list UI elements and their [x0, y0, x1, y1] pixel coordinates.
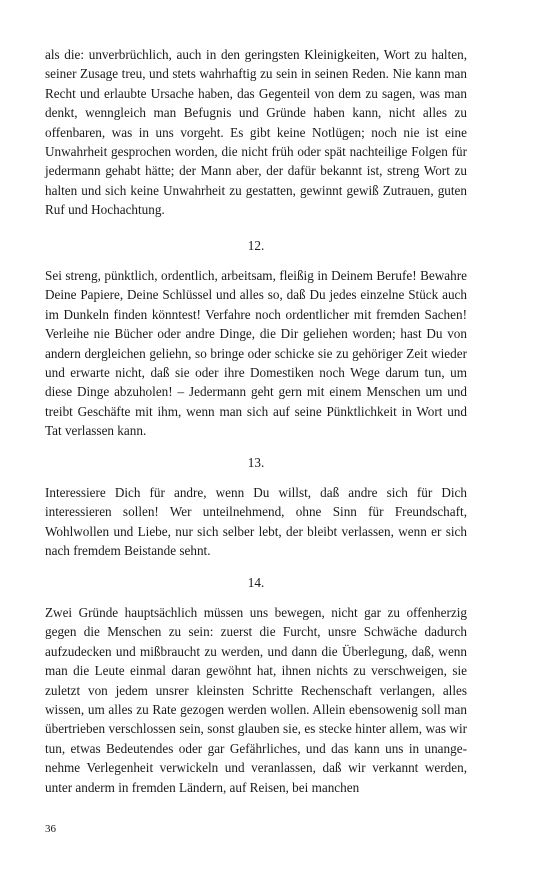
section-heading-12: 12. [247, 238, 265, 253]
paragraph-14: Zwei Gründe hauptsächlich müssen uns bewegen, nicht gar zu offenherzig gegen die Menschen zu sein: zuerst die Furcht, unsre Schwäche dadurch aufzudecken und mißbraucht zu werden, und dann die Überlegung, daß, wenn man die Leute einmal daran gewöhnt hat, ihnen nichts zu verschweigen, sie zuletzt von jedem unsrer kleinsten Schritte Rechenschaft verlangen, alles wissen, um alles zu Rate gezogen werden wollen. Allein ebensowenig soll man übertrieben verschlossen sein, sonst glauben sie, es stecke hinter allem, was wir tun, etwas Bedeutendes oder gar Gefährliches, und das kann uns in unangenehme Verlegenheit verwickeln und veranlassen, daß wir verkannt werden, unter anderm in fremden Ländern, auf Reisen, bei manchen [45, 605, 467, 795]
paragraph-12: Sei streng, pünktlich, ordentlich, arbeitsam, fleißig in Deinem Berufe! Bewahre Deine Papiere, Deine Schlüssel und alles so, daß Du jedes einzelne Stück auch im Dunkeln finden könntest! Verfahre noch ordentlicher mit fremden Sachen! Verleihe nie Bücher oder andre Dinge, die Dir geliehen worden; hast Du von andern dergleichen geliehn, so bringe oder schicke sie zu gehöriger Zeit wieder und erwarte nicht, daß sie oder ihre Domestiken noch Wege darum tun, um diese Dinge abzuholen! – Jedermann geht gern mit einem Menschen um und treibt Geschäfte mit ihm, wenn man sich auf seine Pünktlichkeit in Wort und Tat verlassen kann. [45, 268, 467, 439]
section-heading-14: 14. [247, 575, 265, 590]
section-heading-13: 13. [247, 455, 265, 470]
page-number: 36 [45, 823, 56, 835]
paragraph-13: Interessiere Dich für andre, wenn Du willst, daß andre sich für Dich interessieren sollen! Wer unteilnehmend, ohne Sinn für Freundschaft, Wohlwollen und Liebe, nur sich selber lebt, der bleibt verlassen, wenn er sich nach fremdem Beistande sehnt. [45, 485, 467, 559]
paragraph-11-continuation: als die: unverbrüchlich, auch in den geringsten Kleinigkeiten, Wort zu halten, seiner Zusage treu, und stets wahrhaftig zu sein in seinen Reden. Nie kann man Recht und erlaubte Ursache haben, das Gegenteil von dem zu sagen, was man denkt, wenngleich man Befugnis und Gründe haben kann, nicht alles zu offenbaren, was in uns vorgeht. Es gibt keine Notlügen; noch nie ist eine Unwahrheit gesprochen worden, die nicht früh oder spät nachteilige Folgen für jedermann gehabt hätte; der Mann aber, der dafür bekannt ist, streng Wort zu halten und sich keine Unwahrheit zu gestatten, gewinnt gewiß Zutrauen, guten Ruf und Hochachtung. [45, 47, 467, 218]
